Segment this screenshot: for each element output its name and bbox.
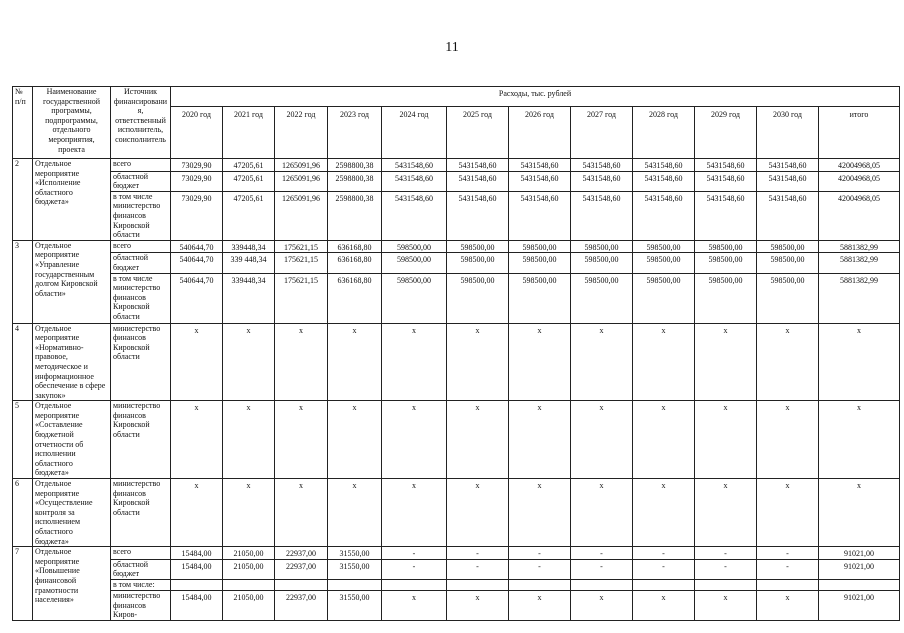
value-cell: 598500,00: [633, 240, 695, 253]
value-cell: 598500,00: [447, 253, 509, 273]
table-row: [13, 479, 900, 547]
value-cell: -: [447, 547, 509, 560]
header-year: 2030 год: [757, 107, 819, 159]
value-cell: -: [509, 547, 571, 560]
value-cell: 598500,00: [695, 240, 757, 253]
value-cell: 5431548,60: [571, 159, 633, 172]
value-cell: x: [819, 401, 900, 479]
value-cell: 598500,00: [447, 240, 509, 253]
table-row: [13, 273, 900, 323]
value-cell: 175621,15: [275, 240, 328, 253]
table-row: [13, 323, 900, 401]
value-cell: x: [757, 479, 819, 547]
value-cell: 5431548,60: [382, 171, 447, 191]
header-year: 2026 год: [509, 107, 571, 159]
value-cell: x: [695, 401, 757, 479]
value-cell: 2598800,38: [328, 191, 382, 240]
row-number: 5: [13, 401, 33, 479]
value-cell: 598500,00: [695, 253, 757, 273]
table-row: [13, 547, 900, 560]
value-cell: 598500,00: [447, 273, 509, 323]
value-cell: x: [633, 479, 695, 547]
row-source: министерство финансов Кировской области: [111, 479, 171, 547]
row-source: министерство финансов Кировской области: [111, 401, 171, 479]
expenses-table: [12, 86, 900, 621]
value-cell: 5431548,60: [509, 171, 571, 191]
value-cell: 5431548,60: [382, 159, 447, 172]
value-cell: x: [757, 323, 819, 401]
header-year: 2025 год: [447, 107, 509, 159]
value-cell: 5881382,99: [819, 253, 900, 273]
value-cell: -: [571, 547, 633, 560]
value-cell: 5431548,60: [757, 171, 819, 191]
value-cell: 42004968,05: [819, 171, 900, 191]
value-cell: x: [447, 323, 509, 401]
value-cell: x: [695, 479, 757, 547]
value-cell: 5431548,60: [382, 191, 447, 240]
value-cell: x: [447, 479, 509, 547]
table-row: [13, 171, 900, 191]
table-row: [13, 240, 900, 253]
value-cell: 598500,00: [571, 240, 633, 253]
value-cell: [275, 579, 328, 590]
row-name: Отдельное мероприятие «Управление государственным долгом Кировской области»: [33, 240, 111, 323]
value-cell: 22937,00: [275, 547, 328, 560]
row-number: 7: [13, 547, 33, 621]
value-cell: x: [223, 401, 275, 479]
row-source: областной бюджет: [111, 559, 171, 579]
value-cell: 598500,00: [695, 273, 757, 323]
value-cell: [171, 579, 223, 590]
value-cell: 5431548,60: [571, 191, 633, 240]
value-cell: -: [571, 559, 633, 579]
row-source: всего: [111, 159, 171, 172]
value-cell: x: [695, 590, 757, 620]
value-cell: [509, 579, 571, 590]
header-source: Источник финансирования, ответственный исполнитель, соисполнитель: [111, 87, 171, 159]
value-cell: 339448,34: [223, 273, 275, 323]
value-cell: 636168,80: [328, 240, 382, 253]
value-cell: 2598800,38: [328, 171, 382, 191]
value-cell: x: [275, 401, 328, 479]
table-row: [13, 191, 900, 240]
value-cell: x: [633, 590, 695, 620]
value-cell: 1265091,96: [275, 159, 328, 172]
value-cell: [328, 579, 382, 590]
value-cell: 5431548,60: [509, 191, 571, 240]
row-name: Отдельное мероприятие «Повышение финансовой грамотности населения»: [33, 547, 111, 621]
value-cell: 91021,00: [819, 590, 900, 620]
value-cell: 339448,34: [223, 240, 275, 253]
value-cell: x: [223, 323, 275, 401]
value-cell: 1265091,96: [275, 191, 328, 240]
value-cell: x: [633, 401, 695, 479]
value-cell: x: [171, 479, 223, 547]
value-cell: 31550,00: [328, 547, 382, 560]
value-cell: 339 448,34: [223, 253, 275, 273]
value-cell: x: [275, 323, 328, 401]
table-row: [13, 253, 900, 273]
value-cell: x: [275, 479, 328, 547]
value-cell: -: [447, 559, 509, 579]
header-no: № п/п: [13, 87, 33, 159]
value-cell: -: [757, 547, 819, 560]
row-number: 2: [13, 159, 33, 241]
value-cell: 598500,00: [509, 240, 571, 253]
value-cell: 5881382,99: [819, 273, 900, 323]
value-cell: 47205,61: [223, 171, 275, 191]
value-cell: [633, 579, 695, 590]
row-source: в том числе:: [111, 579, 171, 590]
value-cell: x: [819, 323, 900, 401]
value-cell: 636168,80: [328, 253, 382, 273]
table-row: [13, 559, 900, 579]
value-cell: x: [757, 590, 819, 620]
value-cell: 5431548,60: [633, 171, 695, 191]
value-cell: x: [571, 401, 633, 479]
value-cell: x: [571, 590, 633, 620]
value-cell: 598500,00: [757, 240, 819, 253]
value-cell: -: [382, 547, 447, 560]
value-cell: -: [757, 559, 819, 579]
value-cell: 5431548,60: [447, 171, 509, 191]
value-cell: 5431548,60: [695, 191, 757, 240]
row-name: Отдельное мероприятие «Составление бюджетной отчетности об исполнении областного бюджета»: [33, 401, 111, 479]
value-cell: 5431548,60: [571, 171, 633, 191]
value-cell: -: [382, 559, 447, 579]
value-cell: x: [509, 479, 571, 547]
header-year: итого: [819, 107, 900, 159]
value-cell: [571, 579, 633, 590]
row-source: министерство финансов Кировской области: [111, 323, 171, 401]
value-cell: 5881382,99: [819, 240, 900, 253]
value-cell: [382, 579, 447, 590]
value-cell: -: [695, 559, 757, 579]
value-cell: [757, 579, 819, 590]
value-cell: 31550,00: [328, 559, 382, 579]
header-year: 2028 год: [633, 107, 695, 159]
value-cell: 5431548,60: [757, 191, 819, 240]
row-source: областной бюджет: [111, 253, 171, 273]
value-cell: -: [633, 559, 695, 579]
row-source: всего: [111, 240, 171, 253]
value-cell: x: [328, 401, 382, 479]
value-cell: x: [757, 401, 819, 479]
value-cell: 598500,00: [571, 273, 633, 323]
value-cell: x: [633, 323, 695, 401]
value-cell: 598500,00: [509, 273, 571, 323]
value-cell: x: [509, 590, 571, 620]
value-cell: 5431548,60: [757, 159, 819, 172]
value-cell: 47205,61: [223, 191, 275, 240]
header-year: 2027 год: [571, 107, 633, 159]
value-cell: x: [171, 401, 223, 479]
value-cell: 540644,70: [171, 273, 223, 323]
value-cell: 91021,00: [819, 559, 900, 579]
value-cell: 636168,80: [328, 273, 382, 323]
value-cell: 21050,00: [223, 590, 275, 620]
value-cell: 5431548,60: [695, 159, 757, 172]
value-cell: -: [695, 547, 757, 560]
value-cell: 2598800,38: [328, 159, 382, 172]
value-cell: 598500,00: [382, 273, 447, 323]
value-cell: x: [382, 401, 447, 479]
value-cell: x: [328, 323, 382, 401]
value-cell: 5431548,60: [695, 171, 757, 191]
value-cell: [447, 579, 509, 590]
value-cell: 42004968,05: [819, 159, 900, 172]
value-cell: 598500,00: [571, 253, 633, 273]
row-source: в том числе министерство финансов Кировской области: [111, 273, 171, 323]
header-year: 2023 год: [328, 107, 382, 159]
value-cell: [695, 579, 757, 590]
row-source: в том числе министерство финансов Кировской области: [111, 191, 171, 240]
table-row: [13, 590, 900, 620]
page-number: 11: [445, 40, 459, 55]
value-cell: x: [223, 479, 275, 547]
row-source: областной бюджет: [111, 171, 171, 191]
table-row: [13, 579, 900, 590]
value-cell: 15484,00: [171, 547, 223, 560]
value-cell: 42004968,05: [819, 191, 900, 240]
value-cell: x: [695, 323, 757, 401]
value-cell: 22937,00: [275, 590, 328, 620]
row-number: 6: [13, 479, 33, 547]
value-cell: 21050,00: [223, 559, 275, 579]
value-cell: 598500,00: [633, 253, 695, 273]
value-cell: 540644,70: [171, 240, 223, 253]
row-source: министерство финансов Киров-: [111, 590, 171, 620]
value-cell: 5431548,60: [633, 159, 695, 172]
header-year: 2021 год: [223, 107, 275, 159]
value-cell: 598500,00: [757, 253, 819, 273]
value-cell: 598500,00: [757, 273, 819, 323]
value-cell: x: [509, 401, 571, 479]
value-cell: x: [328, 479, 382, 547]
value-cell: x: [571, 323, 633, 401]
value-cell: x: [819, 479, 900, 547]
value-cell: x: [382, 479, 447, 547]
value-cell: x: [447, 401, 509, 479]
value-cell: 175621,15: [275, 253, 328, 273]
value-cell: 22937,00: [275, 559, 328, 579]
value-cell: 31550,00: [328, 590, 382, 620]
header-year: 2022 год: [275, 107, 328, 159]
header-year: 2020 год: [171, 107, 223, 159]
value-cell: 73029,90: [171, 171, 223, 191]
value-cell: 5431548,60: [447, 159, 509, 172]
value-cell: x: [382, 323, 447, 401]
value-cell: x: [509, 323, 571, 401]
row-source: всего: [111, 547, 171, 560]
value-cell: 540644,70: [171, 253, 223, 273]
row-name: Отдельное мероприятие «Нормативно-правовое, методическое и информационное обеспечение в сфере закупок»: [33, 323, 111, 401]
value-cell: 598500,00: [633, 273, 695, 323]
value-cell: 5431548,60: [633, 191, 695, 240]
value-cell: x: [382, 590, 447, 620]
value-cell: -: [633, 547, 695, 560]
value-cell: x: [447, 590, 509, 620]
value-cell: 175621,15: [275, 273, 328, 323]
value-cell: 1265091,96: [275, 171, 328, 191]
header-year: 2029 год: [695, 107, 757, 159]
value-cell: 47205,61: [223, 159, 275, 172]
value-cell: [819, 579, 900, 590]
header-expenses: Расходы, тыс. рублей: [171, 87, 900, 107]
row-name: Отдельное мероприятие «Осуществление контроля за исполнением областного бюджета»: [33, 479, 111, 547]
value-cell: 15484,00: [171, 590, 223, 620]
value-cell: x: [171, 323, 223, 401]
table-row: [13, 401, 900, 479]
value-cell: 598500,00: [509, 253, 571, 273]
value-cell: 91021,00: [819, 547, 900, 560]
value-cell: 598500,00: [382, 240, 447, 253]
value-cell: 15484,00: [171, 559, 223, 579]
value-cell: 5431548,60: [447, 191, 509, 240]
table-row: [13, 159, 900, 172]
value-cell: [223, 579, 275, 590]
header-name: Наименование государственной программы, подпрограммы, отдельного мероприятия, проекта: [33, 87, 111, 159]
row-number: 4: [13, 323, 33, 401]
value-cell: 21050,00: [223, 547, 275, 560]
value-cell: 73029,90: [171, 191, 223, 240]
value-cell: x: [571, 479, 633, 547]
row-number: 3: [13, 240, 33, 323]
value-cell: -: [509, 559, 571, 579]
header-year: 2024 год: [382, 107, 447, 159]
value-cell: 598500,00: [382, 253, 447, 273]
value-cell: 73029,90: [171, 159, 223, 172]
row-name: Отдельное мероприятие «Исполнение областного бюджета»: [33, 159, 111, 241]
value-cell: 5431548,60: [509, 159, 571, 172]
